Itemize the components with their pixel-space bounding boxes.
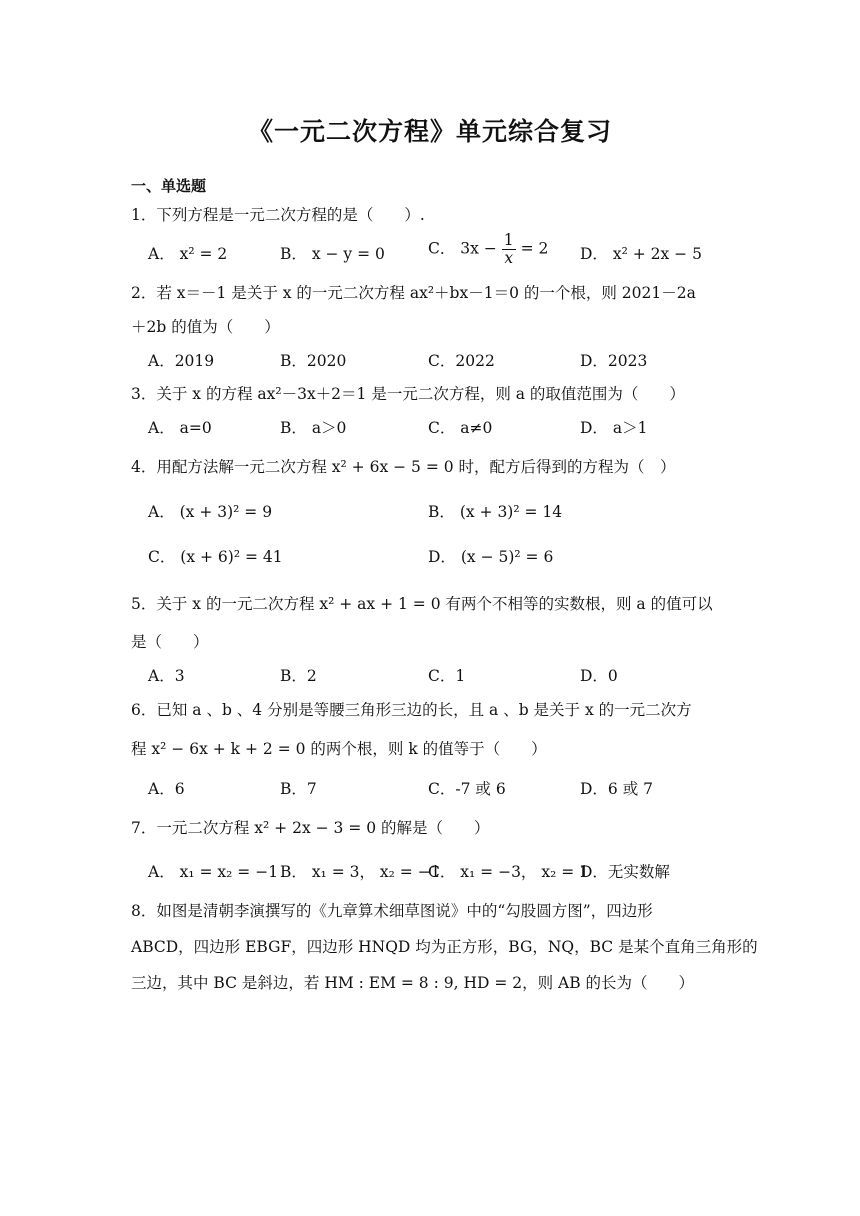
section-heading: 一、单选题 [131,177,207,195]
question-4-option-a: A． (x + 3)² = 9 [148,503,273,521]
question-3-option-b: B． a＞0 [280,419,347,437]
question-6-stem-line1: 6．已知 a 、b 、4 分别是等腰三角形三边的长，且 a 、b 是关于 x 的一元二次方 [131,701,692,719]
question-5-option-c: C．1 [428,667,466,685]
question-2-option-d: D．2023 [580,352,648,370]
question-5-stem-line2: 是（ ） [131,633,209,651]
question-7-option-c: C． x₁ = −3， x₂ = 1 [428,863,590,881]
question-6-option-c: C．-7 或 6 [428,780,506,798]
question-6-option-d: D．6 或 7 [580,780,654,798]
question-2-stem-line1: 2．若 x＝－1 是关于 x 的一元二次方程 ax²＋bx－1＝0 的一个根，则 2021－2a [131,284,696,302]
question-4-option-c: C． (x + 6)² = 41 [148,548,283,566]
question-6-stem-line2: 程 x² − 6x + k + 2 = 0 的两个根，则 k 的值等于（ ） [131,740,547,758]
question-1-option-d: D． x² + 2x − 5 [580,245,702,263]
question-4-option-b: B． (x + 3)² = 14 [428,503,563,521]
option-c-prefix: C． 3x − [428,239,497,258]
question-7-stem: 7．一元二次方程 x² + 2x − 3 = 0 的解是（ ） [131,819,490,837]
question-7-option-b: B． x₁ = 3， x₂ = −1 [280,863,441,881]
question-1-option-a: A． x² = 2 [148,245,228,263]
question-3-option-a: A． a=0 [148,419,212,437]
question-1-option-b: B． x − y = 0 [280,245,385,263]
question-6-option-b: B．7 [280,780,317,798]
question-4-stem: 4．用配方法解一元二次方程 x² + 6x − 5 = 0 时，配方后得到的方程为（ ） [131,458,676,476]
question-1-stem: 1．下列方程是一元二次方程的是（ ）. [131,206,425,224]
fraction-numerator: 1 [503,231,514,249]
question-8-stem-line1: 8．如图是清朝李演撰写的《九章算术细草图说》中的“勾股圆方图”，四边形 [131,902,653,920]
question-5-option-a: A．3 [148,667,185,685]
question-8-stem-line3: 三边，其中 BC 是斜边，若 HM : EM = 8 : 9, HD = 2，则 AB 的长为（ ） [131,974,695,992]
question-5-stem-line1: 5．关于 x 的一元二次方程 x² + ax + 1 = 0 有两个不相等的实数根，则 a 的值可以 [131,595,713,613]
question-2-option-b: B．2020 [280,352,347,370]
question-4-option-d: D． (x − 5)² = 6 [428,548,554,566]
question-3-stem: 3．关于 x 的方程 ax²－3x＋2＝1 是一元二次方程，则 a 的取值范围为（ ） [131,385,685,403]
question-5-option-b: B．2 [280,667,317,685]
question-3-option-d: D． a＞1 [580,419,648,437]
option-c-suffix: = 2 [520,239,549,258]
question-5-option-d: D．0 [580,667,618,685]
question-8-stem-line2: ABCD，四边形 EBGF，四边形 HNQD 均为正方形，BG，NQ，BC 是某个直角三角形的 [131,938,758,956]
question-3-option-c: C． a≠0 [428,419,493,437]
question-7-option-d: D．无实数解 [580,863,670,881]
question-1-option-c [428,232,548,267]
fraction [502,232,516,267]
question-6-option-a: A．6 [148,780,185,798]
question-7-option-a: A． x₁ = x₂ = −1 [148,863,279,881]
document-title: 《一元二次方程》单元综合复习 [247,117,612,146]
question-2-stem-line2: ＋2b 的值为（ ） [131,318,280,336]
question-2-option-a: A．2019 [148,352,215,370]
question-2-option-c: C．2022 [428,352,495,370]
fraction-denominator: x [504,249,514,268]
